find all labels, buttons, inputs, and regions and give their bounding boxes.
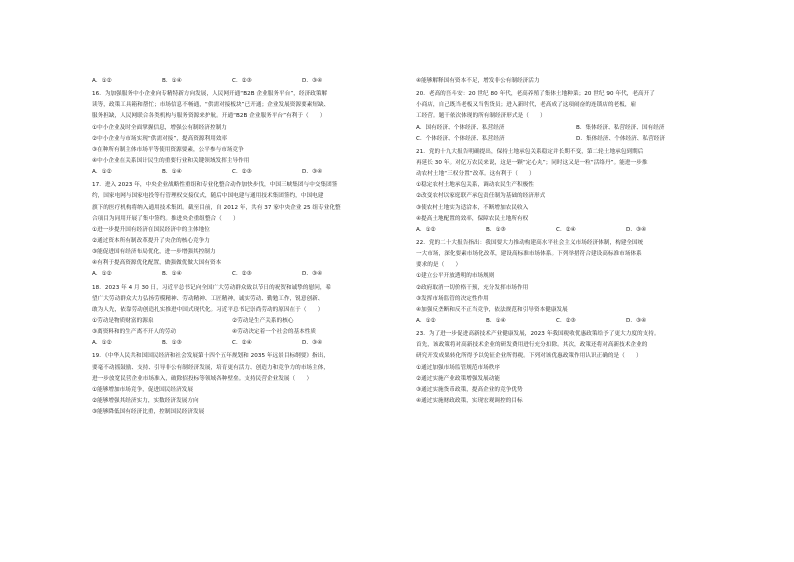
statement-pair [92, 327, 426, 338]
statement-2: ②劳动是生产关系的核心 [232, 317, 294, 324]
option-c[interactable]: C．②③ [232, 271, 252, 278]
question-23 [416, 329, 750, 407]
statement-2: ②政府取消一切价格干预，充分发挥市场作用 [416, 284, 529, 291]
option-a[interactable]: A．①② [92, 271, 112, 278]
option-b[interactable]: B．①③ [486, 226, 506, 233]
statement-2: ②改变农村以家庭联产承包责任制为基础的经济形式 [416, 193, 546, 200]
question-stem-line: 研究开发成果转化所得予以免征企业所得税。下列对该优惠政策作用认识正确的是（ ） [416, 353, 642, 360]
statement-2: ②中小企业与市场实现“供需对接”，提高资源利用效率 [92, 135, 228, 142]
statement-3: ③能够降低国有经济比重，控制国民经济发展 [92, 409, 205, 416]
q15-options [92, 76, 426, 87]
answer-options [416, 225, 750, 236]
answer-options [92, 269, 426, 280]
question-stem-line: 服务担缺，人民网联合各类机构与服务资源来护航。开通“B2B 企业服务平台”有利于（ ） [92, 113, 326, 120]
option-b[interactable]: B．①④ [162, 169, 182, 176]
answer-options [92, 167, 426, 178]
question-stem-line: 要毫不动摇鼓励、支持、引导非公有制经济发展，培育更有活力、创造力和竞争力的市场主体， [92, 364, 330, 371]
answer-options [416, 316, 750, 327]
question-stem-line: 再延长 30 年。对亿万农民来说，这是一颗“定心丸”；同时这又是一粒“活络丹”。能进一步推 [416, 159, 648, 166]
statement-4: ④能够解释国有资本不足，增发非公有制经济活力 [416, 78, 540, 84]
left-column [92, 76, 426, 418]
question-stem-line: 小商店，自己既当老板又当售货员；进入新时代，老高成了这项闹奋的连锁店的老板，雇 [416, 102, 637, 109]
option-a[interactable]: A．①② [416, 317, 436, 324]
statement-1: ①建立公平开放透明的市场规则 [416, 273, 495, 280]
question-stem-line: 敢为人先，依靠劳动创造扎实推进中国式现代化。习近平总书记崇尚劳动的原因在于（ ） [92, 306, 324, 313]
option-d[interactable]: D．③④ [626, 226, 647, 233]
question-19 [92, 351, 426, 418]
question-stem-line: 动农村土地“三权分置”改革。这有利于（ ） [416, 171, 535, 178]
option-d[interactable]: D．③④ [302, 340, 323, 347]
statement-3: ③在种所有制主体市场平等使用资源要素，公平参与市场竞争 [92, 146, 244, 153]
statement-2: ②通过资本所有制改革提升了央企的核心竞争力 [92, 237, 210, 244]
question-stem-line: 旗下的医疗机构将纳入通用技术集团。截至目前，自 2012 年，共有 37 家中央企业 25 组专业化整 [92, 204, 341, 211]
answer-options [92, 338, 426, 349]
question-stem-line: 22．党的二十大报告指出：我国要大力推动构建高水平社会主义市场经济体制，构建全国统 [416, 239, 644, 246]
statement-4: ④通过实施财政政策，实现宏观调控的目标 [416, 397, 523, 404]
answer-options-row [416, 123, 750, 134]
question-stem-line: 首先，该政策将对高新技术企业的研发费用进行充分扣除。其次，政策还将对高新技术企业的 [416, 342, 648, 349]
question-16 [92, 89, 426, 178]
option-c[interactable]: C．②③ [556, 317, 576, 324]
question-stem-line: 读等，政策工具箱和帮忙；市场信息不畅通，“供需对接板块”已开通；企业发展资源要素短缺、 [92, 102, 330, 109]
option-c[interactable]: C．②④ [556, 226, 576, 233]
right-column [416, 76, 750, 407]
question-22 [416, 238, 750, 327]
statement-pair [92, 316, 426, 327]
question-stem-line: 16．为加强服务中小企业向专精特新方向发展，人民网开通“B2B 企业服务平台”，经济政策解 [92, 91, 328, 98]
option-d[interactable]: D．③④ [302, 271, 323, 278]
option-a[interactable]: A．①② [92, 340, 112, 347]
statement-1: ①中小企业及时全面掌握信息，增强公有制经济控制力 [92, 124, 227, 131]
question-stem-line: 望广大劳动群众大力弘扬劳模精神、劳动精神、工匠精神，诚实劳动、勤勉工作，锐意创新、 [92, 295, 324, 302]
option-b[interactable]: B．集体经济、私营经济、国有经济 [576, 124, 665, 131]
statement-2: ②通过实施产业政策增强发展动能 [416, 375, 501, 382]
question-stem-line: 19．《中华人民共和国国民经济和社会发展第十四个五年规划和 2035 年远景目标纲要》指出， [92, 353, 329, 360]
option-b[interactable]: B．①④ [162, 78, 182, 84]
option-d[interactable]: D．集体经济、个体经济、私营经济 [576, 135, 666, 142]
statement-3: ③离资料和的生产离不开人的劳动 [92, 329, 177, 336]
option-d[interactable]: D．③④ [626, 317, 647, 324]
question-stem-line: 进一步放宽民营企业市场准入，破除招投标等领域各种壁垒。支持民营企业发展（ ） [92, 375, 313, 382]
statement-2: ②能够增强其经济实力，实数经济发展方向 [92, 397, 199, 404]
statement-4: ④劳动决定着一个社会的基本性质 [232, 329, 317, 336]
statement-1: ①稳定农村土地承包关系，调动农民生产积极性 [416, 182, 534, 189]
statement-1: ①劳动是物质财富的源泉 [92, 317, 154, 324]
question-17 [92, 180, 426, 280]
question-stem-line: 约，国家电网与国家电投等行管理权交接仪式，随后中国电建与通用技术集团签约，中国电建 [92, 193, 324, 200]
statement-3: ③发挥市场监管的决定性作用 [416, 295, 489, 302]
question-stem-line: 工经营。题干依次体现的所有制经济形式是（ ） [416, 113, 546, 120]
statement-4: ④提高土地配置的效率，保障农民土地所有权 [416, 215, 529, 222]
statement-4: ④有利于提高资源优化配置，做强做优做大国有资本 [92, 260, 222, 267]
question-stem-line: 合项目为同用开展了集中签约。推进央企重组整合（ ） [92, 215, 239, 222]
option-a[interactable]: A．国有经济、个体经济、私营经济 [416, 124, 505, 131]
option-c[interactable]: C．②④ [232, 340, 252, 347]
option-d[interactable]: D．③④ [302, 78, 323, 84]
question-stem-line: 21．党的十九大报告明确提出，保持土地承包关系稳定并长期不变，第二轮土地承包到期后 [416, 148, 644, 155]
answer-options-row [416, 134, 750, 145]
question-stem-line: 18．2023 年 4 月 30 日，习近平总书记向全国广大劳动群众致以节日的祝贺和诚挚的慰问，希 [92, 284, 332, 291]
statement-1: ①能够增加市场竞争，促进国民经济发展 [92, 386, 194, 393]
option-a[interactable]: A．①② [92, 169, 112, 176]
option-d[interactable]: D．③④ [302, 169, 323, 176]
option-a[interactable]: A．①② [416, 226, 436, 233]
question-20 [416, 89, 750, 145]
question-stem-line: 17．进入 2023 年，中央企业战略性重组和专业化整合动作加快步伐，中国三峡集团与中交集团签 [92, 182, 338, 189]
question-21 [416, 147, 750, 236]
option-a[interactable]: A．①② [92, 78, 112, 84]
option-c[interactable]: C．个体经济、个体经济、私营经济 [416, 135, 505, 142]
option-b[interactable]: B．①④ [486, 317, 506, 324]
option-c[interactable]: C．②③ [232, 169, 252, 176]
question-stem-line: 要求的是（ ） [416, 262, 462, 269]
statement-1: ①通过加强市场监管规范市场秩序 [416, 364, 501, 371]
question-stem-line: 23．为了进一步促进高新技术产业健康发展，2023 年我国税收优惠政策给予了更大力度的支持。 [416, 331, 660, 338]
statement-3: ③通过实施货币政策，提高企业的竞争优势 [416, 386, 523, 393]
question-18 [92, 283, 426, 350]
statement-3: ③使农村土地实为适洽本，不断增加农民收入 [416, 204, 529, 211]
option-b[interactable]: B．①④ [162, 271, 182, 278]
option-c[interactable]: C．②③ [232, 78, 252, 84]
question-stem-line: 一大市场，深化要素市场化改革，建设高标准市场体系。下列举措符合建设高标准市场体系 [416, 251, 642, 258]
question-stem-line: 20．老高的吾斗安：20 世纪 80 年代，老高养殖了集体土地种菜；20 世纪 90 年代，老高开了 [416, 91, 655, 98]
statement-1: ①进一步提升国有经济在国民经济中的主体地位 [92, 226, 210, 233]
option-b[interactable]: B．①③ [162, 340, 182, 347]
statement-3: ③能促进国有经济布局优化，进一步增强其控制力 [92, 249, 216, 256]
statement-4: ④中小企业在关系国计民生的重要行业和关键领域发挥主导作用 [92, 157, 250, 164]
statement-4: ④加强反垄断和反不正当竞争，依法规范和引导资本健康发展 [416, 306, 568, 313]
